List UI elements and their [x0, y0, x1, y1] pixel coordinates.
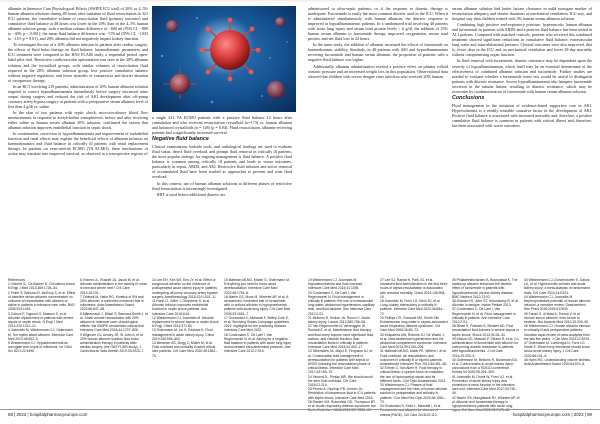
reference-item: 8 Mårtensson J, Bihari S, Bannard-Smith J, et al. Small volume resuscitation with 20% albumin in intensive care: physiological effects: the SWIPE randomised clinical trial. Intensive Care Med 2018;44:1797–806.: [80, 311, 148, 333]
footer-page-info: 88 | 2023 | hospitalpharmacyeurope.com: [8, 412, 88, 417]
reference-item: 28 Joannidis M, Forni LG, Klein SJ, et al. Lung–kidney interactions in critically ill patients. Intensive Care Med 2020;46:654–72.: [380, 299, 444, 316]
references-column: [80, 278, 148, 410]
right-column-1: [308, 6, 448, 276]
virus-illustration-figure: [152, 6, 296, 112]
reference-item: 18 Cordemans C, De Laet I, Van Regenmortel N, et al. Aiming for a negative fluid balance in patients with acute lung injury and increased intra-abdominal pressure. Ann Intensive Care 2012;2:S15.: [224, 332, 292, 354]
references-column: [152, 278, 220, 410]
reference-item: 2 Finfer S, Bellomo R, McEvoy S, et al. Effect of baseline serum albumin concentration on outcome of resuscitation with albumin or saline in patients in intensive care units. BMJ 2006;333:1044.: [8, 290, 76, 312]
reference-item: 44 Wiedermann CJ, Joannidis M. Nephroprotective potential of human albumin infusion: a narrative review. Gastroenterol Res Pract 2015;2015:912839.: [524, 294, 591, 312]
reference-item: 38 Bihari S, Prakash S, Bersten AD. Post resuscitation fluid boluses in severe sepsis or septic shock. Shock 2013;40:28–34.: [452, 324, 520, 337]
reference-item: 36 Dharan KS, John GT, Antonisamy B, et al. Albumin in dengue. Indian Pediatr 2013.: [452, 299, 519, 308]
references-column: [452, 278, 520, 413]
left-column-1: [8, 6, 148, 282]
reference-item: 12 Wiedermann CJ, Joannidis M. Albumin replacement in severe sepsis or septic shock. N Engl J Med 2014;371:83.: [152, 315, 220, 329]
right-page: [300, 0, 600, 424]
paragraph: serum albumin solution had better lactate clearance in mild surrogate marker of resuscitation adequacy and shorter durations of mechanical ventilation, ICU stay, and hospital stay than children treated with 5% human serum albumin solution.: [452, 6, 592, 22]
left-column-2: [152, 115, 292, 276]
references-column: [380, 278, 448, 417]
reference-item: 27 Lee SJ, Ramar K, Park JG, et al. Increased fluid administration in the first three hours of sepsis resuscitation is associated with reduced mortality. Chest 2014;146:908–15.: [380, 278, 448, 299]
paragraph: Combining high positive end-expiratory pressure, hyperoncotic human albumin and furosemide in patients with ARDS and a positive fluid balance has been tested in ALI patients. Compared with matched controls, patients who received this combined treatment showed significant reductions in cumulative fluid balance, extravascular lung water and intra-abdominal pressure. Clinical outcomes were also improved, that is, fewer days in the ICU and on mechanical ventilation and lower 28-day mortality without compromising organ function.: [452, 22, 592, 58]
reference-item: 5 Wiedermann CJ. Hypoalbuminemia as surrogate and culprit of infections. Int J Mol Sci 2021;22:4496.: [8, 341, 72, 354]
section-heading: Negative fluid balance: [152, 136, 209, 143]
paragraph: In the same study, the addition of albumin increased the effects of furosemide on haemodynamic stability. Similarly, in 40 patients with AKI and hypoalbuminaemia receiving furosemide and human serum albumin, the proportion of patients with a negative fluid balance was higher.: [308, 42, 448, 63]
reference-item: 34 Oczkowski S, Klotz L, Mazzetti I, et al. Furosemide and albumin for diuresis of edema (FADE). Crit Care 2018;22:110.: [380, 404, 442, 417]
reference-item: 29 Phillips CR, Chesnutt MS, Smith SM. Extravascular lung water in sepsis-associated acute respiratory distress syndrome. Crit Care Med 2008;36:69–73.: [380, 315, 448, 333]
virus-large-icon: [200, 18, 261, 82]
reference-item: 7 Zdolsek M, Hahn RG. Kinetics of 5% and 20% albumin: a controlled crossover trial in volunteers. Acta Anaesthesiol Scand 2022;66:847–58.: [80, 294, 144, 312]
reference-item: 10 Lee EH, Kim WJ, Kim JY, et al. Effect of exogenous albumin on the incidence of postoperative acute kidney injury in patients undergoing off-pump coronary artery bypass surgery. Anesthesiology 2016;124:1001–11.: [152, 278, 218, 299]
reference-item: 6 Vincent JL, Russell JA, Jacob M, et al. Albumin administration in the acutely ill: what is new and where next? Crit Care 2014;18:231.: [80, 278, 147, 295]
paragraph: In combination, correction of hypoalbuminaemia and improvement of endothelial function and renal effects may explain the beneficial effects of albumin infusion on haemodynamics and fluid balance in critically ill patients with renal replacement therapy. In patients on veno-arterial ECMO (VA ECMO), these mechanisms of action may translate into improved survival, as observed in a retrospective registry of: [8, 131, 148, 157]
reference-item: 43 Wiedermann CJ, Dunzendorfer S, Gaioni LU, et al. Hyperoncotic colloids and acute kidney injury: a meta-analysis of randomized trials. Crit Care 2010;14:R191.: [524, 278, 590, 295]
right-footer: [300, 409, 600, 420]
reference-item: 47 Ostermann M, Lumlertgul N, Forni LG, Hoste E. What every intensivist should know about acute kidney injury. J Crit Care 2020;58:101–5.: [524, 341, 590, 358]
reference-item: 23 Silversides JA, Major E, Ferguson AJ, et al. Conservative fluid management or deresuscitation for patients with sepsis or ARDS following the resuscitation phase of critical illness. Intensive Care Med 2017;43:155–70.: [308, 349, 373, 375]
reference-item: 16 Martin GS, Moss M, Wheeler AP, et al. A randomized, controlled trial of furosemide with or without albumin in hypoproteinemic patients with acute lung injury. Crit Care Med 2005;33:1681–7.: [224, 294, 291, 316]
footer-page-info: hospitalpharmacyeurope.com | 2023 | 89: [512, 412, 592, 417]
reference-item: 25 Perner A, Hjortrup PB, Jensen JU. Restriction of intravenous fluid in ICU patients with septic shock. Intensive Care Med 2018.: [308, 387, 376, 400]
reference-item: 40 Ostermann M, Bellomo R, Burdmann EA, et al. Controversies in acute kidney injury: conclusions from a KDIGO conference. Kidney Int 2020;98:294–309.: [452, 357, 518, 375]
reference-item: 41 Joannidis M, Druml W, Forni LG, et al. Prevention of acute kidney injury and protection of renal function in the intensive care unit. Intensive Care Med 2017;43:730–49.: [452, 374, 518, 396]
right-column-2: [452, 6, 592, 276]
reference-item: 1 Vincent JL, De Backer D. Circulatory shock. N Engl J Med 2013;369:1726–34.: [8, 282, 76, 291]
reference-item: 45 Fanali G, di Masi A, Trezza V, et al. Human serum albumin: from bench to bedside. Mol Aspects Med 2012;33:209–90.: [524, 311, 590, 325]
references-column: [308, 278, 376, 413]
paragraph: In this context, use of human albumin solutions at different phases of restrictive fluid resuscitation is increasingly investigated.: [152, 180, 292, 191]
paragraph: In fluid removal with furosemide, diuretic resistance may be dependent upon the severity of hypoalbuminaemia, which itself may be an essential determinant of the effectiveness of combined albumin infusion and furosemide. Further studies are needed to evaluate whether a furosemide stress test would be useful to distinguish patients with diuretic resistance. Severe hypoalbuminaemia also hampers furosemide secretion in the tubular lumen, resulting in diuretic resistance, which may be overcome by coadministration of furosemide with human serum albumin solution.: [452, 58, 592, 94]
virus-illustration-icon: [152, 6, 296, 112]
paragraph: Fluid management in the initiation of evidence-based supportive care in AKI. Hypervolaemia is a readily treatable causative factor in the development of AKI. Positive fluid balance is associated with increased mortality and, therefore, a positive cumulative fluid balance is common in patients with critical illness and, therefore, has been associated with worse outcomes.: [452, 102, 592, 128]
left-footer: [0, 409, 300, 420]
reference-item: 31 Malbrain MLNG, Marik PE, Witters I, et al. Fluid overload, de-resuscitation, and outcomes in critically ill or injured patients. Anaesthesiol Intensive Ther 2014;46:361–80.: [380, 349, 448, 367]
reference-item: 39 Kitsios GD, Mascari P, Ettunsi R, et al. Co-administration of furosemide with albumin for overcoming diuretic resistance in patients with hypoalbuminemia. J Crit Care 2014;29:253–9.: [452, 336, 520, 358]
section-heading: Conclusions: [452, 94, 485, 101]
reference-item: 15 Malbrain MLNG, Martin G, Ostermann M. Everything you need to know about deresuscitation. Intensive Care Med 2022;48:1781–6.: [224, 278, 290, 295]
paragraph: a single 321 VA ECMO patients with a positive fluid balance 12 hours after cannulation and who received resuscitation crystalloid (n=173) vs. human albumin and balanced crystalloids (n = 148) (p = 0.04). Fluid resuscitation, albumin-receiving patients had a significantly increased survival.: [152, 115, 292, 136]
reference-item: 26 Ranieri VM, Rubenfeld GD, Thompson BT, et al. Acute respiratory distress syndrome: the Berlin Definition. JAMA 2012;307:2526–33.: [308, 399, 376, 413]
references-column: [224, 278, 292, 410]
reference-item: 33 Wiedermann CJ. Phases of fluid management and the roles of human albumin solution in perioperative and critically ill patients. Curr Med Res Opin 2020;36:1961–73.: [380, 383, 448, 404]
paragraph: RRT is used before additional diuretic are: [157, 191, 226, 197]
reference-item: 32 Ertmer C, Van Aken H. Fluid therapy in critical illness: a special focus on indication, the use of hydroxyethyl starch and its different kinds. Curr Opin Anaesthesiol 2014.: [380, 366, 447, 383]
reference-item: 30 Kirkpatrick AW, Roberts DJ, De Waele J, et al. Intra-abdominal hypertension and the abdominal compartment syndrome. Intensive Care Med 2013;39:1190–206.: [380, 332, 447, 350]
reference-item: 14 Messmer AS, Zingg C, Müller M, et al. Fluid overload and mortality in adult critical care patients. Crit Care Med 2020;48:1862–70.: [152, 341, 218, 358]
reference-item: 3 Caironi P, Tognoni G, Masson S, et al. Albumin replacement in patients with severe sepsis or septic shock. N Engl J Med 2014;370:1412–21.: [8, 311, 74, 329]
paragraph: albumin in Intensive Care Physiological Effects (SWIPE ICU trial) of 20% or 4–5% human albumin solutions during 48 hours after initiation of fluid resuscitation in 321 ICU patients, the cumulative volume of resuscitation fluid (primary outcome) and cumulative fluid balance at 48 hours was lower in the 20% than in the 4–5% human albumin solution group, with a median volume difference of −600 ml (95% CI, −800 to −400; p < 0.001); the mean fluid balance difference was −576 ml (95% CI, −1033 to −119; p = 0.01), and 20% albumin did not negatively impact kidney function.: [8, 6, 148, 42]
references-column: [524, 278, 592, 410]
reference-item: 42 Martin GS, Mangialardi RJ, Wheeler AP, et al. Albumin and furosemide therapy in hypoproteinemic patients with acute lung injury. Crit Care Med 2002;30:2175–82.: [452, 395, 520, 413]
reference-item: 22 Van Regenmortel N, Verbrugghe W, Roelant E, et al. Maintenance fluid therapy and fluid creep impose more significant fluid, sodium, and chloride burdens than resuscitation fluids in critically ill patients. Intensive Care Med 2018;44:409–17.: [308, 324, 374, 350]
reference-item: 20 Cordemans C, De Laet I, Van Regenmortel N. Fluid management in critically ill patients: the role of extravascular lung water, abdominal hypertension, capillary leak, and fluid balance. Ann Intensive Care 2012;2:S1.: [308, 290, 375, 316]
paragraph: In an RCT involving 219 patients, administration of 20% human albumin solution targeted to correct hypoalbuminaemia immediately before surgery increased urine output during surgery and reduced the risk of AKI development after off-pump coronary artery bypass surgery in patients with a preoperative serum albumin level of less than 4 g/dl vs. saline.: [8, 83, 148, 109]
reference-item: 48 Hahn RG. Understanding volume kinetics. Acta Anaesthesiol Scand 2020;64:570–8.: [524, 357, 591, 367]
paragraph: In the skin of two patients with septic shock, microcirculatory blood flow measurements in response to acetylcholine iontophoresis, before and after receiving either saline or human serum albumin 20% infusion, confirmed the notion that albumin infusion improves endothelial function in septic shock.: [8, 109, 148, 131]
reference-item: 37 Cordemans C, De Laet I, Van Regenmortel N, et al. Fluid management in critically ill patients. Ann Intensive Care 2012;2:S1.: [452, 307, 516, 325]
reference-item: 17 Oczkowski S, Alshamsi F, Belley-Cote E, et al. Surviving Sepsis Campaign guidelines 2021: highlights for the practicing clinician. Intensive Care Med 2022.: [224, 315, 290, 333]
reference-item: 24 Vincent JL, Pinsky MR. We should avoid the term fluid overload. Crit Care 2018;22:214.: [308, 374, 373, 388]
reference-item: 11 Hariri G, Joffre J, Deryckere S, et al. Albumin infusion improves endothelial function in septic shock patients. Ann Intensive Care 2018;8:44.: [152, 299, 211, 316]
reference-item: 9 Wigmore GJ, Anstey JR, St John A, et al. 20% human albumin solution fluid bolus administration therapy in patients after cardiac surgery (the HAS FLAIR study). J Cardiothorac Vasc Anesth 2019;33:2920–7.: [80, 332, 145, 354]
reference-item: 21 Bellomo R, Kellum JA, Ronco C. Acute kidney injury. Lancet 2012;380:756–66.: [308, 315, 371, 325]
reference-item: 46 Wiedermann CJ. Human albumin infusion in critically ill and perioperative patients: narrative rapid review of meta-analyses from the last five years. J Clin Med 2023;12:5919.: [524, 324, 591, 341]
references-column: [8, 278, 76, 410]
reference-item: 13 Ostermann M, Liu K, Kashani K. Fluid management in acute kidney injury. Chest 2019;156:594–603.: [152, 328, 215, 341]
paragraph: Additionally, albumin administration exerted a positive effect on plasma colloid osmotic pressure and an increased weight loss in this population. Observational data showed that children with severe dengue virus infection who received 20% human: [308, 63, 448, 79]
paragraph: administered to ultra-septic patients, or if the response to diuretic therapy is inadequate. Furosemide is easily the most common diuretic used in the ICU. When it is administered simultaneously with human albumin, the diuretic response is improved in hypoalbuminaemic patients. In a randomized trial involving 40 patients with acute lung injury and serum total protein levels < 6 g/dl, the addition of 25% human serum albumin to furosemide therapy improved oxygenation, serum total protein, and net fluid loss in 24 hours.: [308, 6, 448, 42]
reference-item: 19 Wiedermann CJ, Joannidis M. Hypoalbuminemia and fluid overload. Intensive Care Med 2015;41:1498.: [308, 278, 364, 291]
paragraph: To investigate the use of a 20% albumin infusion in patients after cardiac surgery, the effects of fluid bolus therapy on fluid balance, haemodynamic parameters, and ICU treatment were compared in the HAS FLAIR study, a sequential period open-label pilot trial. Restrictive cardiovascular optimization was seen in the 20% albumin solution and the crystalloid groups, with similar volumes of resuscitation fluid required in the 20% albumin infusion group, less positive cumulative balance without negative regulation, and fewer episodes of vasopressor and shorter duration of vasopressor therapy.: [8, 42, 148, 83]
references-title: References: [8, 278, 26, 282]
reference-item: 4 Joannidis M, Wiedermann CJ, Ostermann M. Ten myths about albumin. Intensive Care Med 2022;48:602–5.: [8, 328, 74, 341]
paragraph: Clinical examination, bedside tools, and radiological findings are used to evaluate fluid status, detect fluid overload, and prompt fluid removal in critically ill patients, the most popular strategy for ongoing management is fluid balance. A positive fluid balance is common among critically ill patients and leads to worse outcomes, particularly in sepsis, ARDS, and AKI. Restrictive fluid infusion and active removal of accumulated fluid have been studied as approaches to prevent and treat fluid overload.: [152, 144, 292, 180]
left-references: [8, 278, 292, 410]
reference-item: 35 Phakdeekitcharoen B, Boonyawat K. The added-up albumin enhances the diuretic effect of furosemide in patients with hypoalbuminemic chronic kidney disease. BMC Nephrol 2012;13:92.: [452, 278, 518, 299]
